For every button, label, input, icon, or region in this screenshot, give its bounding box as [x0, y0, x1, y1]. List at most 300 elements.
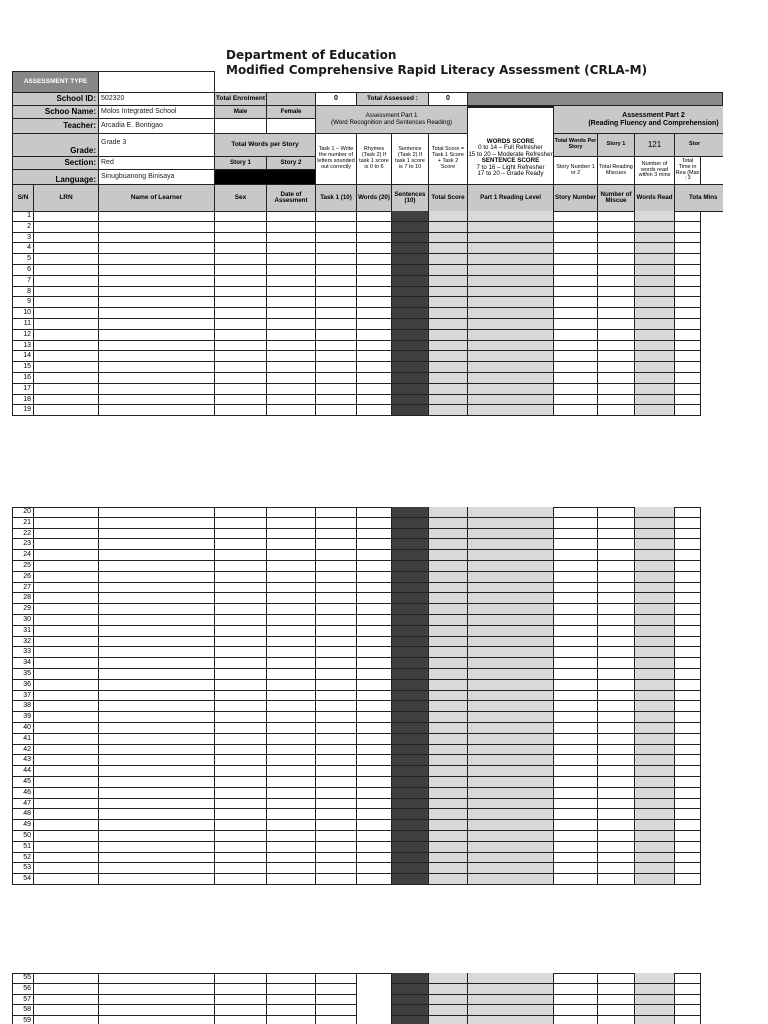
table-cell[interactable] [428, 362, 468, 373]
table-cell[interactable] [356, 863, 392, 874]
table-cell[interactable] [33, 507, 99, 518]
table-cell[interactable] [356, 550, 392, 561]
table-cell[interactable] [33, 680, 99, 691]
table-cell[interactable] [356, 265, 392, 276]
table-cell[interactable] [214, 973, 267, 984]
table-cell[interactable] [467, 680, 554, 691]
table-cell[interactable] [553, 626, 598, 637]
table-cell[interactable] [266, 874, 316, 885]
table-cell[interactable] [315, 745, 357, 756]
table-cell[interactable] [214, 341, 267, 352]
table-cell[interactable] [315, 308, 357, 319]
table-cell[interactable] [467, 755, 554, 766]
table-cell[interactable] [467, 550, 554, 561]
table-cell[interactable] [467, 647, 554, 658]
table-cell[interactable] [315, 799, 357, 810]
table-cell[interactable] [467, 831, 554, 842]
table-cell[interactable] [597, 647, 635, 658]
table-cell[interactable] [214, 691, 267, 702]
table-cell[interactable] [553, 539, 598, 550]
table-cell[interactable] [33, 561, 99, 572]
table-cell[interactable] [98, 211, 215, 222]
table-cell[interactable] [266, 1005, 316, 1016]
table-cell[interactable] [597, 233, 635, 244]
table-cell[interactable] [356, 276, 392, 287]
table-cell[interactable] [356, 254, 392, 265]
table-cell[interactable] [467, 1016, 554, 1024]
table-cell[interactable] [467, 788, 554, 799]
table-cell[interactable] [98, 308, 215, 319]
table-cell[interactable] [597, 799, 635, 810]
table-cell[interactable] [674, 405, 701, 416]
table-cell[interactable] [315, 233, 357, 244]
table-cell[interactable] [674, 723, 701, 734]
table-cell[interactable] [98, 529, 215, 540]
table-cell[interactable] [467, 874, 554, 885]
table-cell[interactable] [674, 395, 701, 406]
table-cell[interactable] [315, 593, 357, 604]
table-cell[interactable] [597, 691, 635, 702]
table-cell[interactable] [674, 745, 701, 756]
table-cell[interactable] [315, 351, 357, 362]
table-cell[interactable] [467, 995, 554, 1006]
table-cell[interactable] [356, 593, 392, 604]
table-cell[interactable] [33, 211, 99, 222]
table-cell[interactable] [428, 842, 468, 853]
table-cell[interactable] [315, 984, 357, 995]
table-cell[interactable] [214, 604, 267, 615]
table-cell[interactable] [356, 658, 392, 669]
table-cell[interactable] [356, 680, 392, 691]
table-cell[interactable] [634, 384, 675, 395]
table-cell[interactable] [467, 669, 554, 680]
table-cell[interactable] [33, 550, 99, 561]
table-cell[interactable] [266, 723, 316, 734]
table-cell[interactable] [634, 507, 675, 518]
table-cell[interactable] [553, 243, 598, 254]
table-cell[interactable] [98, 723, 215, 734]
table-cell[interactable] [356, 319, 392, 330]
table-cell[interactable] [467, 604, 554, 615]
table-cell[interactable] [356, 647, 392, 658]
table-cell[interactable] [428, 211, 468, 222]
table-cell[interactable] [597, 995, 635, 1006]
table-cell[interactable] [266, 604, 316, 615]
table-cell[interactable] [98, 265, 215, 276]
table-cell[interactable] [597, 341, 635, 352]
table-cell[interactable] [315, 637, 357, 648]
table-cell[interactable] [356, 507, 392, 518]
table-cell[interactable] [597, 297, 635, 308]
table-cell[interactable] [356, 351, 392, 362]
table-cell[interactable] [553, 788, 598, 799]
table-cell[interactable] [428, 995, 468, 1006]
table-cell[interactable] [214, 701, 267, 712]
table-cell[interactable] [98, 680, 215, 691]
table-cell[interactable] [33, 529, 99, 540]
table-cell[interactable] [98, 405, 215, 416]
table-cell[interactable] [33, 669, 99, 680]
table-cell[interactable] [553, 973, 598, 984]
table-cell[interactable] [266, 788, 316, 799]
table-cell[interactable] [428, 330, 468, 341]
table-cell[interactable] [553, 222, 598, 233]
table-cell[interactable] [315, 712, 357, 723]
table-cell[interactable] [98, 788, 215, 799]
table-cell[interactable] [33, 319, 99, 330]
table-cell[interactable] [597, 984, 635, 995]
table-cell[interactable] [597, 745, 635, 756]
table-cell[interactable] [467, 1005, 554, 1016]
table-cell[interactable] [356, 211, 392, 222]
table-cell[interactable] [467, 820, 554, 831]
table-cell[interactable] [674, 734, 701, 745]
table-cell[interactable] [356, 712, 392, 723]
table-cell[interactable] [315, 243, 357, 254]
table-cell[interactable] [98, 539, 215, 550]
table-cell[interactable] [467, 211, 554, 222]
table-cell[interactable] [33, 647, 99, 658]
table-cell[interactable] [467, 561, 554, 572]
table-cell[interactable] [428, 669, 468, 680]
table-cell[interactable] [634, 233, 675, 244]
table-cell[interactable] [266, 734, 316, 745]
table-cell[interactable] [98, 691, 215, 702]
table-cell[interactable] [33, 518, 99, 529]
table-cell[interactable] [674, 529, 701, 540]
table-cell[interactable] [634, 831, 675, 842]
table-cell[interactable] [597, 637, 635, 648]
table-cell[interactable] [467, 723, 554, 734]
table-cell[interactable] [674, 809, 701, 820]
table-cell[interactable] [33, 297, 99, 308]
table-cell[interactable] [98, 853, 215, 864]
table-cell[interactable] [634, 341, 675, 352]
table-cell[interactable] [553, 550, 598, 561]
table-cell[interactable] [597, 373, 635, 384]
table-cell[interactable] [266, 701, 316, 712]
table-cell[interactable] [315, 863, 357, 874]
table-cell[interactable] [356, 874, 392, 885]
table-cell[interactable] [553, 233, 598, 244]
table-cell[interactable] [634, 853, 675, 864]
table-cell[interactable] [315, 572, 357, 583]
table-cell[interactable] [266, 405, 316, 416]
table-cell[interactable] [266, 593, 316, 604]
table-cell[interactable] [266, 637, 316, 648]
table-cell[interactable] [98, 712, 215, 723]
table-cell[interactable] [634, 755, 675, 766]
table-cell[interactable] [634, 788, 675, 799]
table-cell[interactable] [634, 373, 675, 384]
table-cell[interactable] [634, 842, 675, 853]
table-cell[interactable] [553, 809, 598, 820]
table-cell[interactable] [98, 701, 215, 712]
table-cell[interactable] [467, 362, 554, 373]
table-cell[interactable] [553, 647, 598, 658]
table-cell[interactable] [315, 626, 357, 637]
table-cell[interactable] [315, 647, 357, 658]
table-cell[interactable] [266, 276, 316, 287]
table-cell[interactable] [214, 384, 267, 395]
table-cell[interactable] [315, 809, 357, 820]
table-cell[interactable] [98, 341, 215, 352]
table-cell[interactable] [266, 680, 316, 691]
table-cell[interactable] [597, 308, 635, 319]
table-cell[interactable] [467, 853, 554, 864]
table-cell[interactable] [214, 712, 267, 723]
table-cell[interactable] [33, 572, 99, 583]
table-cell[interactable] [634, 658, 675, 669]
table-cell[interactable] [214, 243, 267, 254]
table-cell[interactable] [98, 973, 215, 984]
table-cell[interactable] [356, 973, 392, 984]
table-cell[interactable] [266, 330, 316, 341]
table-cell[interactable] [266, 973, 316, 984]
table-cell[interactable] [597, 1016, 635, 1024]
table-cell[interactable] [356, 362, 392, 373]
table-cell[interactable] [674, 680, 701, 691]
table-cell[interactable] [674, 243, 701, 254]
table-cell[interactable] [266, 265, 316, 276]
assessment-type-field[interactable] [98, 71, 215, 93]
table-cell[interactable] [315, 539, 357, 550]
table-cell[interactable] [597, 254, 635, 265]
table-cell[interactable] [33, 637, 99, 648]
table-cell[interactable] [356, 529, 392, 540]
table-cell[interactable] [597, 330, 635, 341]
table-cell[interactable] [98, 583, 215, 594]
table-cell[interactable] [356, 669, 392, 680]
table-cell[interactable] [214, 222, 267, 233]
table-cell[interactable] [33, 995, 99, 1006]
table-cell[interactable] [467, 518, 554, 529]
table-cell[interactable] [597, 604, 635, 615]
table-cell[interactable] [467, 734, 554, 745]
teacher-field[interactable]: Arcadia E. Bontigao [98, 118, 215, 134]
table-cell[interactable] [98, 287, 215, 298]
table-cell[interactable] [428, 319, 468, 330]
table-cell[interactable] [315, 766, 357, 777]
table-cell[interactable] [674, 777, 701, 788]
table-cell[interactable] [98, 809, 215, 820]
table-cell[interactable] [315, 529, 357, 540]
table-cell[interactable] [674, 539, 701, 550]
table-cell[interactable] [33, 243, 99, 254]
table-cell[interactable] [553, 691, 598, 702]
table-cell[interactable] [597, 561, 635, 572]
table-cell[interactable] [467, 384, 554, 395]
table-cell[interactable] [597, 712, 635, 723]
table-cell[interactable] [315, 319, 357, 330]
table-cell[interactable] [553, 405, 598, 416]
table-cell[interactable] [33, 777, 99, 788]
table-cell[interactable] [467, 243, 554, 254]
table-cell[interactable] [266, 308, 316, 319]
table-cell[interactable] [597, 593, 635, 604]
table-cell[interactable] [428, 561, 468, 572]
table-cell[interactable] [597, 853, 635, 864]
table-cell[interactable] [674, 973, 701, 984]
table-cell[interactable] [356, 799, 392, 810]
table-cell[interactable] [356, 561, 392, 572]
table-cell[interactable] [553, 1016, 598, 1024]
table-cell[interactable] [214, 777, 267, 788]
table-cell[interactable] [634, 680, 675, 691]
table-cell[interactable] [266, 222, 316, 233]
table-cell[interactable] [634, 287, 675, 298]
table-cell[interactable] [674, 755, 701, 766]
table-cell[interactable] [356, 395, 392, 406]
table-cell[interactable] [33, 788, 99, 799]
table-cell[interactable] [467, 593, 554, 604]
table-cell[interactable] [33, 233, 99, 244]
table-cell[interactable] [553, 572, 598, 583]
table-cell[interactable] [356, 604, 392, 615]
table-cell[interactable] [674, 853, 701, 864]
table-cell[interactable] [674, 647, 701, 658]
table-cell[interactable] [214, 287, 267, 298]
table-cell[interactable] [214, 734, 267, 745]
table-cell[interactable] [553, 308, 598, 319]
table-cell[interactable] [33, 701, 99, 712]
table-cell[interactable] [356, 734, 392, 745]
table-cell[interactable] [634, 362, 675, 373]
table-cell[interactable] [553, 863, 598, 874]
table-cell[interactable] [98, 507, 215, 518]
table-cell[interactable] [356, 373, 392, 384]
table-cell[interactable] [356, 615, 392, 626]
table-cell[interactable] [634, 809, 675, 820]
table-cell[interactable] [315, 788, 357, 799]
table-cell[interactable] [428, 820, 468, 831]
table-cell[interactable] [553, 723, 598, 734]
table-cell[interactable] [33, 626, 99, 637]
table-cell[interactable] [597, 395, 635, 406]
table-cell[interactable] [356, 1005, 392, 1016]
table-cell[interactable] [674, 583, 701, 594]
table-cell[interactable] [356, 984, 392, 995]
table-cell[interactable] [553, 529, 598, 540]
table-cell[interactable] [674, 701, 701, 712]
table-cell[interactable] [467, 319, 554, 330]
table-cell[interactable] [553, 842, 598, 853]
table-cell[interactable] [634, 297, 675, 308]
table-cell[interactable] [266, 766, 316, 777]
table-cell[interactable] [214, 276, 267, 287]
table-cell[interactable] [98, 1005, 215, 1016]
table-cell[interactable] [597, 809, 635, 820]
table-cell[interactable] [553, 276, 598, 287]
table-cell[interactable] [315, 995, 357, 1006]
table-cell[interactable] [553, 680, 598, 691]
table-cell[interactable] [597, 265, 635, 276]
table-cell[interactable] [266, 1016, 316, 1024]
table-cell[interactable] [597, 243, 635, 254]
table-cell[interactable] [356, 995, 392, 1006]
table-cell[interactable] [214, 308, 267, 319]
table-cell[interactable] [428, 373, 468, 384]
table-cell[interactable] [467, 308, 554, 319]
table-cell[interactable] [98, 777, 215, 788]
table-cell[interactable] [674, 254, 701, 265]
table-cell[interactable] [33, 265, 99, 276]
table-cell[interactable] [597, 777, 635, 788]
table-cell[interactable] [214, 820, 267, 831]
table-cell[interactable] [266, 712, 316, 723]
table-cell[interactable] [315, 1005, 357, 1016]
table-cell[interactable] [33, 615, 99, 626]
table-cell[interactable] [467, 539, 554, 550]
table-cell[interactable] [214, 669, 267, 680]
table-cell[interactable] [33, 254, 99, 265]
table-cell[interactable] [428, 384, 468, 395]
table-cell[interactable] [356, 691, 392, 702]
table-cell[interactable] [553, 287, 598, 298]
table-cell[interactable] [467, 712, 554, 723]
table-cell[interactable] [428, 1005, 468, 1016]
table-cell[interactable] [553, 712, 598, 723]
table-cell[interactable] [98, 755, 215, 766]
table-cell[interactable] [674, 863, 701, 874]
table-cell[interactable] [98, 384, 215, 395]
table-cell[interactable] [634, 647, 675, 658]
table-cell[interactable] [634, 351, 675, 362]
table-cell[interactable] [553, 211, 598, 222]
table-cell[interactable] [597, 507, 635, 518]
table-cell[interactable] [674, 351, 701, 362]
table-cell[interactable] [674, 287, 701, 298]
table-cell[interactable] [467, 809, 554, 820]
table-cell[interactable] [98, 233, 215, 244]
table-cell[interactable] [634, 973, 675, 984]
table-cell[interactable] [98, 243, 215, 254]
table-cell[interactable] [356, 341, 392, 352]
table-cell[interactable] [356, 755, 392, 766]
table-cell[interactable] [214, 1016, 267, 1024]
table-cell[interactable] [356, 788, 392, 799]
table-cell[interactable] [553, 637, 598, 648]
table-cell[interactable] [214, 561, 267, 572]
table-cell[interactable] [33, 809, 99, 820]
table-cell[interactable] [33, 287, 99, 298]
table-cell[interactable] [315, 550, 357, 561]
table-cell[interactable] [674, 341, 701, 352]
table-cell[interactable] [266, 669, 316, 680]
table-cell[interactable] [214, 330, 267, 341]
table-cell[interactable] [315, 669, 357, 680]
table-cell[interactable] [33, 539, 99, 550]
table-cell[interactable] [674, 615, 701, 626]
table-cell[interactable] [98, 831, 215, 842]
table-cell[interactable] [467, 691, 554, 702]
table-cell[interactable] [597, 658, 635, 669]
table-cell[interactable] [467, 984, 554, 995]
table-cell[interactable] [674, 820, 701, 831]
table-cell[interactable] [356, 831, 392, 842]
table-cell[interactable] [98, 874, 215, 885]
table-cell[interactable] [553, 1005, 598, 1016]
table-cell[interactable] [33, 831, 99, 842]
table-cell[interactable] [674, 995, 701, 1006]
table-cell[interactable] [674, 276, 701, 287]
table-cell[interactable] [33, 373, 99, 384]
table-cell[interactable] [553, 615, 598, 626]
table-cell[interactable] [428, 583, 468, 594]
table-cell[interactable] [428, 658, 468, 669]
table-cell[interactable] [634, 405, 675, 416]
table-cell[interactable] [428, 395, 468, 406]
